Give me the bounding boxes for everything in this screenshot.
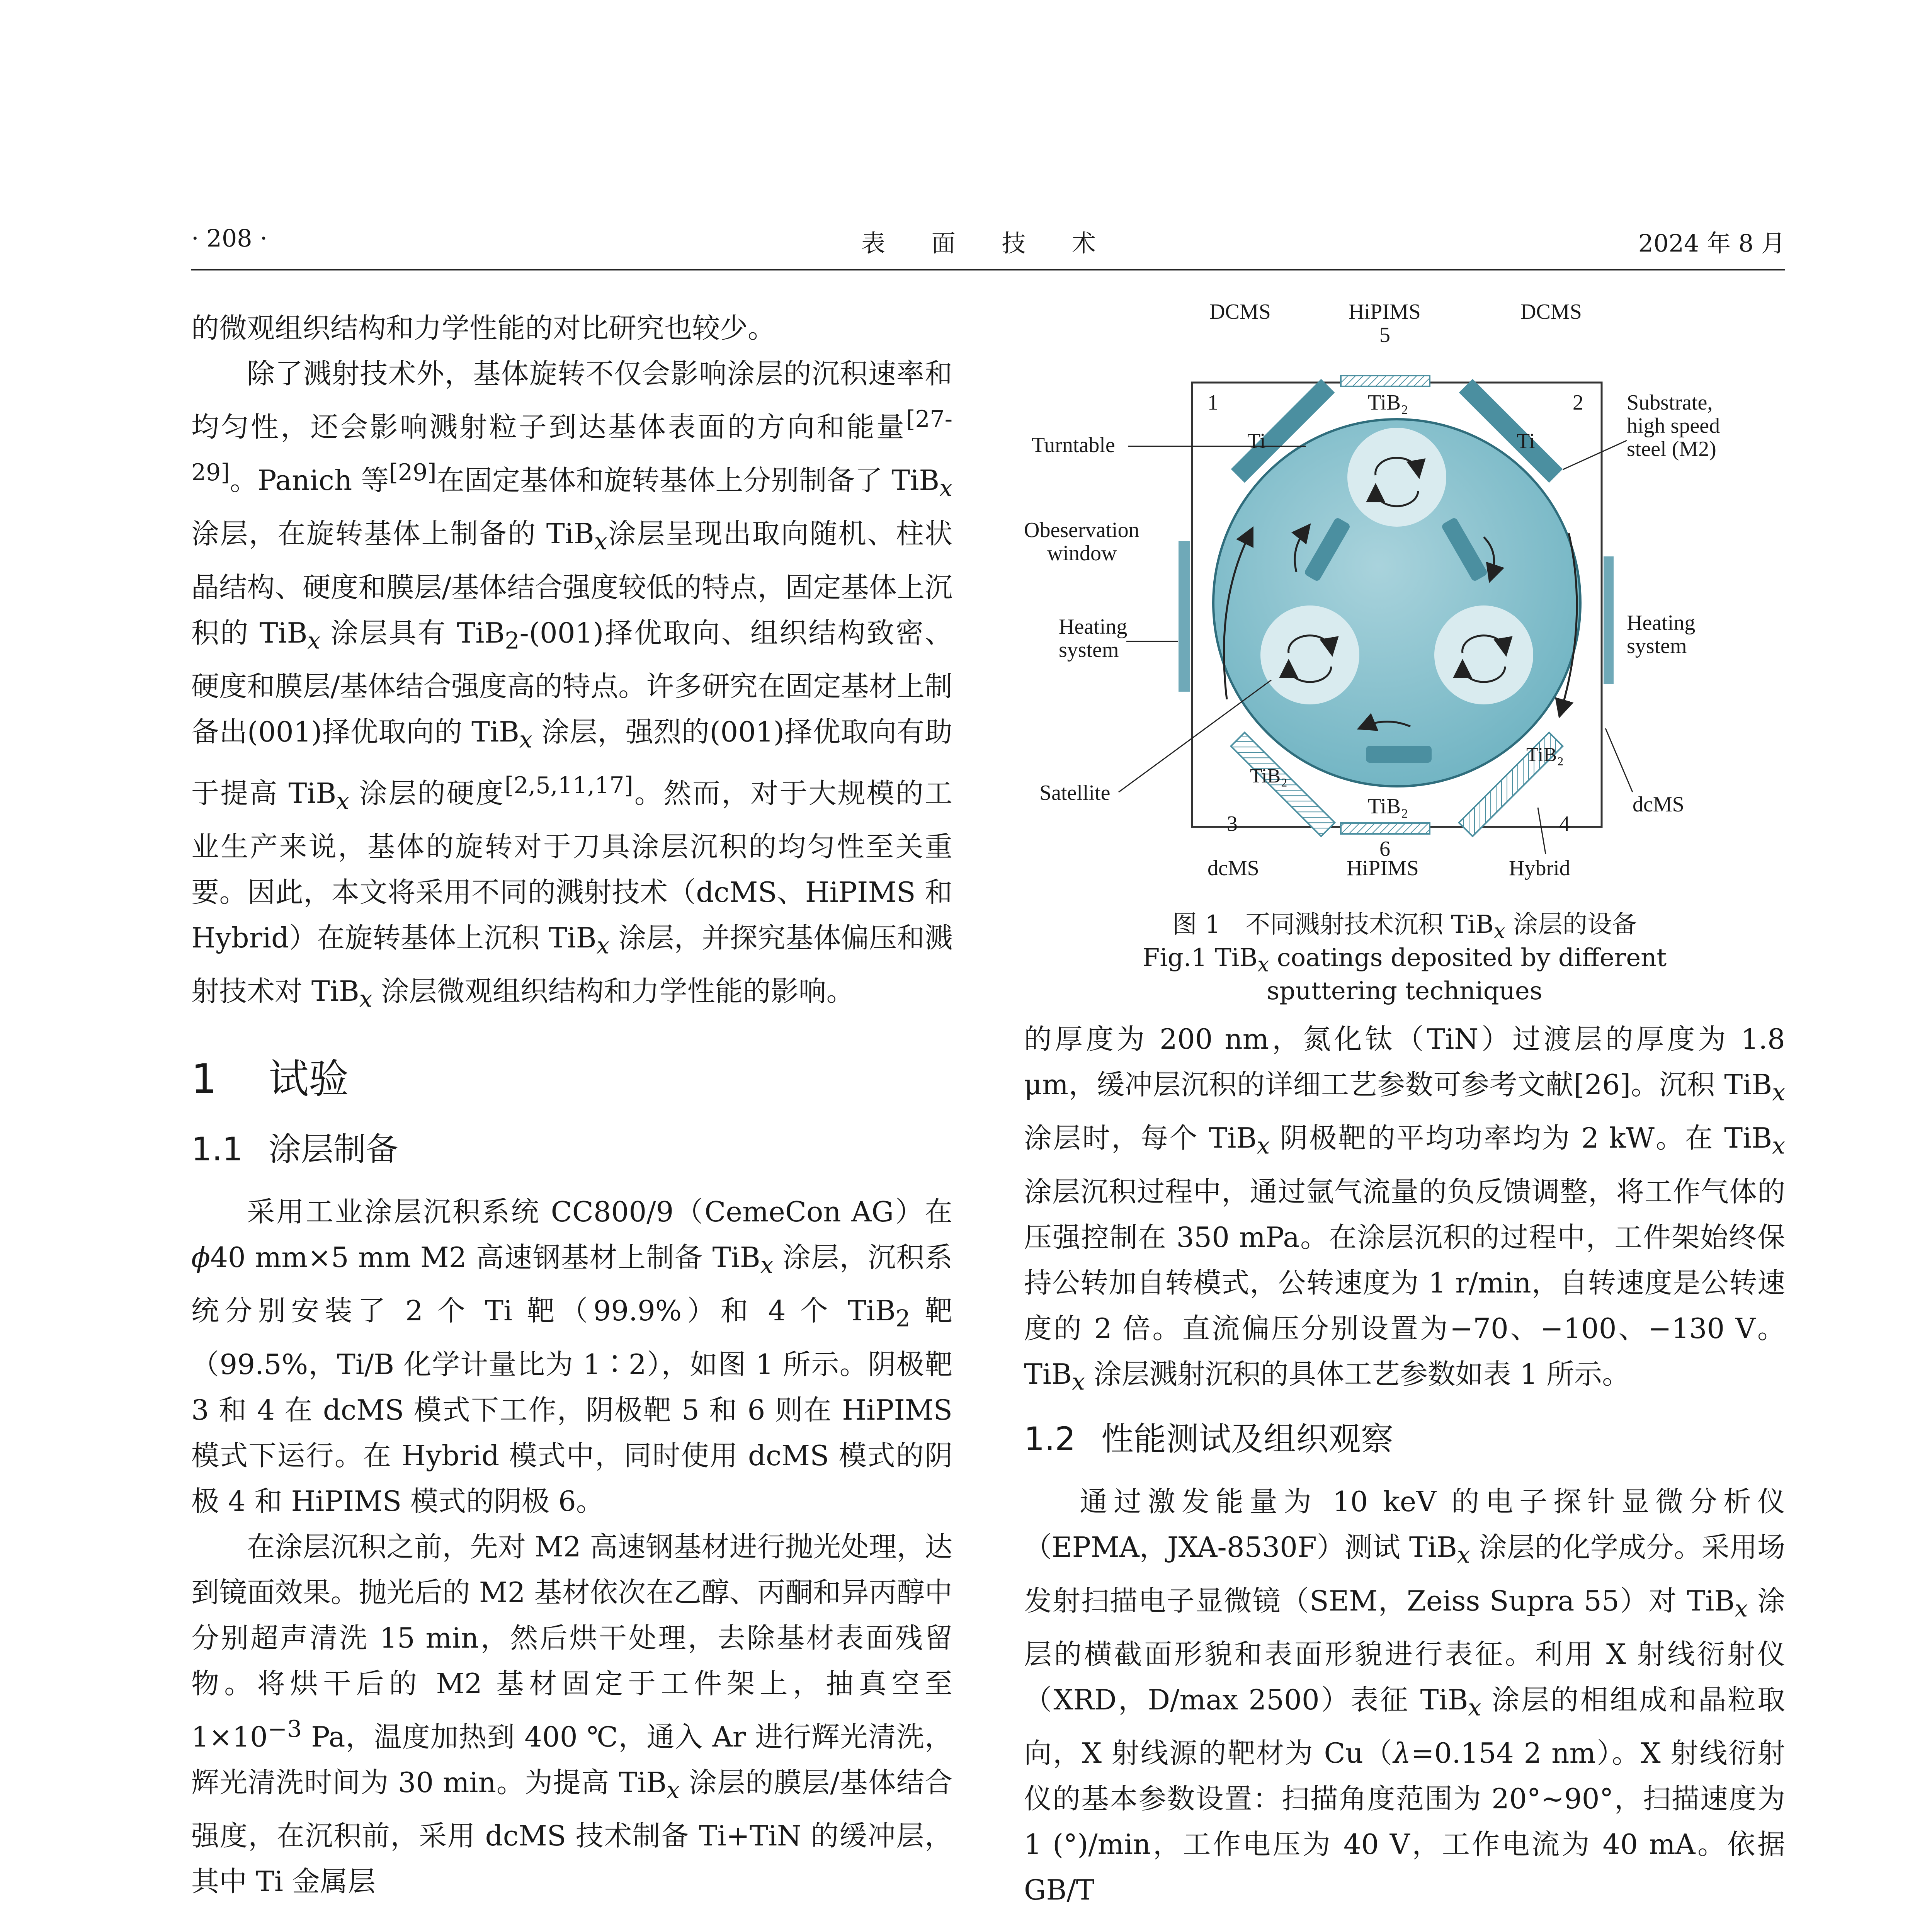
label-dcms-right: dcMS [1633, 793, 1684, 816]
label-substrate-1: Substrate, [1627, 391, 1713, 415]
label-ti-2: Ti [1517, 429, 1535, 453]
label-substrate-3: steel (M2) [1627, 437, 1716, 461]
deposition-chamber-diagram [1024, 294, 1785, 904]
label-ti-1: Ti [1247, 429, 1266, 453]
issue-date: 2024 年 8 月 [1638, 229, 1785, 257]
section-heading-experiment: 1 试验 [191, 1055, 349, 1102]
right-column [1024, 1016, 1785, 1913]
label-hybrid-bottom: Hybrid [1509, 856, 1570, 880]
target-6 [1341, 823, 1430, 834]
page-number: · 208 · [191, 224, 268, 252]
figure-caption-cn: 图 1 不同溅射技术沉积 TiB$_x$ 涂层的设备 [1172, 910, 1637, 943]
label-heating-left-2: system [1059, 638, 1119, 662]
label-heating-right-1: Heating [1627, 611, 1696, 635]
label-target-1: 1 [1208, 391, 1218, 415]
paragraph-testing: 通过激发能量为 10 keV 的电子探针显微分析仪（EPMA，JXA-8530F）测试 TiB$_x$ 涂层的化学成分。采用场发射扫描电子显微镜（SEM，Zeiss Supra 55）对 TiB$_x$ 涂层的横截面形貌和表面形貌进行表征。利用 X 射线衍射仪（XRD，D/max 2500）表征 TiB$_x$ 涂层的相组成和晶粒取向，X 射线源的靶材为 Cu（λ=0.154 2 nm）。X 射线衍射仪的基本参数设置：扫描角度范围为 20°~90°，扫描速度为 1 (°)/min，工作电压为 40 V，工作电流为 40 mA。依据 GB/T [1024, 1485, 1785, 1906]
target-5 [1341, 376, 1430, 386]
figure-caption-en: Fig.1 TiB$_x$ coatings deposited by different [1142, 944, 1667, 976]
paragraph-continued: 的微观组织结构和力学性能的对比研究也较少。 [191, 312, 776, 344]
label-dcms-top-left: DCMS [1209, 300, 1271, 324]
citation: [27-29] [191, 406, 952, 486]
paragraph-deposition: 的厚度为 200 nm，氮化钛（TiN）过渡层的厚度为 1.8 μm，缓冲层沉积的详细工艺参数可参考文献[26]。沉积 TiB$_x$ 涂层时，每个 TiB$_x$ 阴极靶的平均功率均为 2 kW。在 TiB$_x$ 涂层沉积过程中，通过氩气流量的负反馈调整，将工作气体的压强控制在 350 mPa。在涂层沉积的过程中，工件架始终保持公转加自转模式，公转速度为 1 r/min，自转速度是公转速度的 2 倍。直流偏压分别设置为−70、−100、−130 V。TiB$_x$ 涂层溅射沉积的具体工艺参数如表 1 所示。 [1024, 1023, 1785, 1396]
running-header [191, 216, 1785, 270]
label-tib2-3: TiB₂ [1250, 765, 1288, 787]
satellite-top [1347, 428, 1446, 527]
paragraph-system: 采用工业涂层沉积系统 CC800/9（CemeCon AG）在 ϕ40 mm×5 mm M2 高速钢基材上制备 TiB$_x$ 涂层，沉积系统分别安装了 2 个 Ti 靶（99.9%）和 4 个 TiB$_2$ 靶（99.5%，Ti/B 化学计量比为 1∶2），如图 1 所示。阴极靶 3 和 4 在 dcMS 模式下工作，阴极靶 5 和 6 则在 HiPIMS 模式下运行。在 Hybrid 模式中，同时使用 dcMS 模式的阴极 4 和 HiPIMS 模式的阴极 6。 [191, 1195, 952, 1517]
satellite-right [1434, 605, 1533, 704]
label-tib2-bottom: TiB₂ [1368, 794, 1408, 818]
label-target-2: 2 [1573, 391, 1583, 415]
label-target-5: 5 [1379, 323, 1390, 347]
label-dcms-top-right: DCMS [1520, 300, 1582, 324]
label-hipims-top: HiPIMS [1349, 300, 1421, 324]
paragraph-pretreatment: 在涂层沉积之前，先对 M2 高速钢基材进行抛光处理，达到镜面效果。抛光后的 M2 基材依次在乙醇、丙酮和异丙醇中分别超声清洗 15 min，然后烘干处理，去除基材表面残留物。将烘干后的 M2 基材固定于工件架上，抽真空至 $1\times 10^{-3}$ Pa，温度加热到 400 ℃，通入 Ar 进行辉光清洗，辉光清洗时间为 30 min。为提高 TiB$_x$ 涂层的膜层/基体结合强度，在沉积前，采用 dcMS 技术制备 Ti+TiN 的缓冲层，其中 Ti 金属层 [191, 1530, 952, 1898]
label-turntable: Turntable [1032, 433, 1115, 457]
label-heating-left-1: Heating [1059, 615, 1128, 639]
label-satellite: Satellite [1039, 781, 1111, 805]
left-column [191, 305, 952, 1904]
subsection-heading-coating-prep: 1.1 涂层制备 [191, 1130, 399, 1168]
heating-system-right [1604, 556, 1614, 684]
citation: [2,5,11,17] [504, 772, 633, 799]
label-tib2-4: TiB₂ [1526, 744, 1564, 766]
label-target-3: 3 [1227, 812, 1238, 836]
figure-1 [1024, 294, 1785, 1005]
label-tib2-top: TiB₂ [1368, 391, 1408, 415]
substrate-bottom [1366, 746, 1432, 763]
figure-caption-en-line2: sputtering techniques [1267, 977, 1543, 1005]
label-observation-2: window [1047, 541, 1117, 565]
label-heating-right-2: system [1627, 634, 1687, 658]
citation: [29] [389, 459, 437, 486]
observation-window [1179, 541, 1190, 692]
subsection-heading-testing: 1.2 性能测试及组织观察 [1024, 1420, 1394, 1458]
label-hipims-bottom: HiPIMS [1347, 856, 1419, 880]
label-target-4: 4 [1559, 812, 1570, 836]
label-substrate-2: high speed [1627, 414, 1720, 438]
journal-name: 表 面 技 术 [861, 229, 1116, 257]
satellite-left [1260, 605, 1359, 704]
paragraph-rotation: 除了溅射技术外，基体旋转不仅会影响涂层的沉积速率和均匀性，还会影响溅射粒子到达基体表面的方向和能量[27-29]。Panich 等[29]在固定基体和旋转基体上分别制备了 TiB$_x$ 涂层，在旋转基体上制备的 TiB$_x$涂层呈现出取向随机、柱状晶结构、硬度和膜层/基体结合强度较低的特点，固定基体上沉积的 TiB$_x$ 涂层具有 TiB$_2$-(001)择优取向、组织结构致密、硬度和膜层/基体结合强度高的特点。许多研究在固定基材上制备出(001)择优取向的 TiB$_x$ 涂层，强烈的(001)择优取向有助于提高 TiB$_x$ 涂层的硬度[2,5,11,17]。然而，对于大规模的工业生产来说，基体的旋转对于刀具涂层沉积的均匀性至关重要。因此，本文将采用不同的溅射技术（dcMS、HiPIMS 和 Hybrid）在旋转基体上沉积 TiB$_x$ 涂层，并探究基体偏压和溅射技术对 TiB$_x$ 涂层微观组织结构和力学性能的影响。 [191, 357, 952, 1013]
label-observation-1: Obeservation [1024, 518, 1139, 542]
label-target-6: 6 [1379, 837, 1390, 861]
label-dcms-bottom: dcMS [1208, 856, 1259, 880]
